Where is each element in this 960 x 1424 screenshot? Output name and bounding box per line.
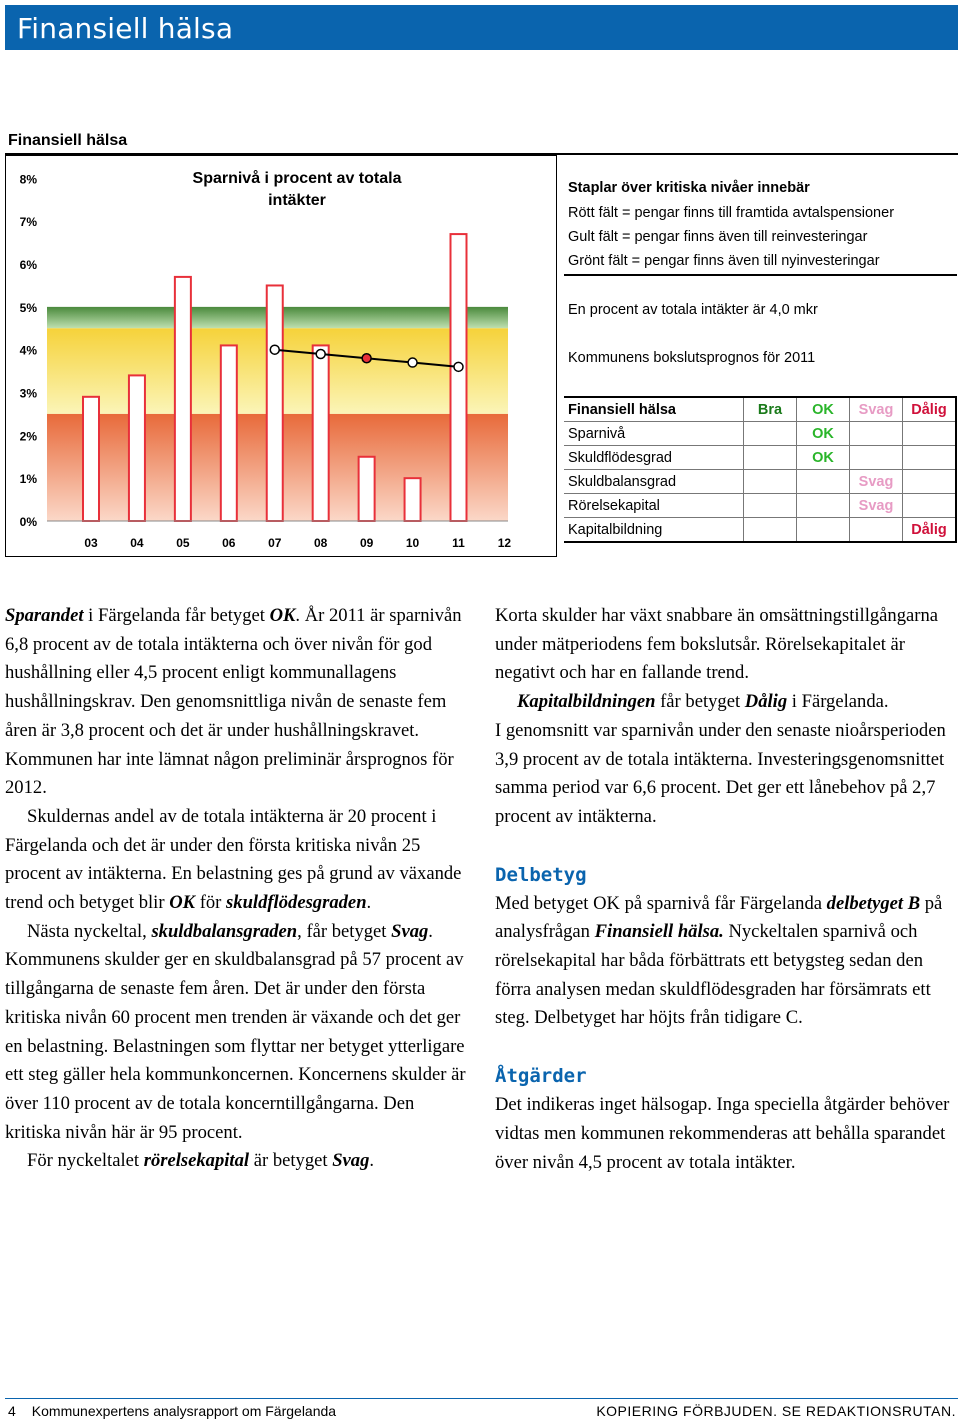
x-tick-label: 04 [130,536,144,550]
emphasis: skuldbalansgraden [151,920,298,942]
line-marker [408,358,417,367]
text-run: för [195,892,227,914]
grades-row-label: Skuldbalansgrad [564,470,744,494]
x-tick-label: 08 [314,536,328,550]
grade-cell: OK [797,446,850,470]
subheading-delbetyg: Delbetyg [495,863,587,886]
legend-line-green: Grönt fält = pengar finns även till nyinvesteringar [568,253,880,269]
chart-bar [175,277,191,521]
banner-title: Finansiell hälsa [17,12,234,45]
paragraph [495,688,958,717]
y-tick-label: 0% [19,515,37,529]
grades-header-row [564,397,956,422]
grade-cell [744,518,797,543]
line-marker [362,354,371,363]
grade-dalig-header: Dålig [903,397,957,422]
emphasis: Sparandet [5,605,84,626]
grade-cell [744,494,797,518]
text-run: . [369,1150,375,1172]
grades-header-label: Finansiell hälsa [564,397,744,422]
grade-cell: Dålig [903,518,957,543]
x-tick-label: 09 [359,536,374,550]
legend-note-percent: En procent av totala intäkter är 4,0 mkr [568,302,818,318]
grades-row [564,470,956,494]
chart-bar [313,345,329,521]
text-run: får betyget [655,691,745,713]
x-tick-label: 10 [405,536,420,550]
footer-publication: Kommunexpertens analysrapport om Färgelanda [31,1403,337,1419]
legend-note-prognosis: Kommunens bokslutsprognos för 2011 [568,350,816,366]
paragraph: Det indikeras inget hälsogap. Inga speciella åtgärder behöver vidtas men kommunen rekommenderas att behålla sparandet över nivån 4,5 procent av totala intäkter. [495,1094,950,1173]
chart-bar [451,234,467,521]
y-tick-label: 8% [19,172,37,187]
x-tick-label: 03 [84,536,98,550]
text-run: Med betyget OK på sparnivå får Färgelanda [495,892,827,914]
grades-row [564,494,956,518]
legend-divider [564,274,957,276]
x-tick-label: 11 [452,536,465,550]
text-run: . År 2011 är sparnivån 6,8 procent av de totala intäkterna och över nivån för god hushållning eller 4,5 procent enligt kommunallagens hushållningskrav. Den genomsnittliga nivån de senaste fem åren är 3,8 procent och det är under hushållningskravet. Kommunen har inte lämnat någon preliminär årsprognos för 2012. [5,605,462,799]
grade-cell [744,422,797,446]
paragraph [5,1147,468,1176]
line-marker [316,349,325,358]
grade-cell: OK [797,422,850,446]
grade-cell [903,446,957,470]
text-run: . [366,892,372,914]
x-tick-label: 06 [222,536,236,550]
grade-cell [903,422,957,446]
grade-cell [797,494,850,518]
y-tick-label: 4% [19,343,37,358]
y-tick-label: 6% [19,258,37,273]
text-run: är betyget [249,1150,333,1172]
grades-row-label: Rörelsekapital [564,494,744,518]
emphasis: OK [269,605,296,626]
text-run: Skuldernas andel av de totala intäkterna är 20 procent i Färgelanda och det är under den första kritiska nivån 25 procent av intäkterna. En belastning ges på grund av växande trend och betyget blir [5,805,462,914]
x-tick-label: 05 [176,536,190,550]
chart-bar [267,285,283,521]
savings-chart [5,155,557,557]
paragraph: I genomsnitt var sparnivån under den senaste nioårsperioden 3,9 procent av de totala intäkterna. Investeringsgenomsnittet samma period var 6,6 procent. Det ger ett lånebehov på 2,7 procent av intäkterna. [495,719,946,827]
grade-cell [744,470,797,494]
left-text-column [5,602,468,1176]
grade-ok-header: OK [797,397,850,422]
emphasis: Dålig [744,691,788,713]
footer-left [8,1403,336,1419]
y-tick-label: 3% [19,386,37,401]
line-marker [270,345,279,354]
line-marker [454,362,463,371]
emphasis: Finansiell hälsa. [594,921,724,943]
emphasis: rörelsekapital [143,1150,250,1172]
grade-bra-header: Bra [744,397,797,422]
grade-cell [903,470,957,494]
text-run: Nyckeltalen sparnivå och rörelsekapital har båda förbättrats ett betygsteg sedan den förra analysen medan skuldflödesgraden har försämrats ett steg. Delbetyget har höjts från tidigare C. [495,921,931,1029]
x-tick-label: 07 [268,536,282,550]
right-text-column [495,602,958,1177]
text-run: på analysfrågan [495,892,943,943]
grades-row-label: Kapitalbildning [564,518,744,543]
text-run: Nästa nyckeltal, [27,920,152,942]
grades-row [564,422,956,446]
emphasis: delbetyget B [826,892,921,914]
text-run: För nyckeltalet [27,1150,144,1172]
grade-cell [850,446,903,470]
grade-cell: Svag [850,470,903,494]
y-tick-label: 1% [19,472,37,487]
emphasis: Svag [391,920,429,942]
chart-bar [405,478,421,521]
emphasis: Kapitalbildningen [517,691,656,713]
grade-cell: Svag [850,494,903,518]
chart-bar [129,375,145,521]
grade-cell [797,518,850,543]
grade-svag-header: Svag [850,397,903,422]
chart-bar [83,397,99,521]
grades-row-label: Sparnivå [564,422,744,446]
footer-rule [5,1398,958,1399]
paragraph [5,602,468,803]
grade-cell [797,470,850,494]
section-title: Finansiell hälsa [8,132,128,149]
paragraph [495,890,958,1034]
grades-row [564,446,956,470]
y-tick-label: 2% [19,429,37,444]
legend-heading: Staplar över kritiska nivåer innebär [568,180,810,196]
y-tick-label: 5% [19,300,37,315]
text-run: i Färgelanda. [787,691,889,713]
footer-copyright: KOPIERING FÖRBJUDEN. SE REDAKTIONSRUTAN. [596,1403,956,1419]
grade-cell [903,494,957,518]
paragraph [5,918,468,1148]
y-tick-label: 7% [19,215,37,230]
paragraph: Korta skulder har växt snabbare än omsättningstillgångarna under mätperiodens fem bokslutsår. Rörelsekapitalet är negativt och har en fallande trend. [495,605,939,684]
paragraph [5,803,468,918]
chart-bar [359,457,375,521]
legend-line-yellow: Gult fält = pengar finns även till reinvesteringar [568,229,868,245]
legend-line-red: Rött fält = pengar finns till framtida avtalspensioner [568,205,895,221]
text-run: , får betyget [297,920,392,942]
grade-cell [744,446,797,470]
text-run: . Kommunens skulder ger en skuldbalansgrad på 57 procent av tillgångarna de senaste fem åren. Det är under den första kritiska nivån 60 procent men trenden är växande och det ger en belastning. Belastningen som flyttar ner betyget ytterligare ett steg gäller hela kommunkoncernen. Koncernens skulder är över 110 procent av de totala koncerntillgångarna. Den kritiska nivån här är 95 procent. [5,920,466,1143]
x-tick-label: 12 [497,536,512,550]
page-number: 4 [8,1403,16,1419]
emphasis: skuldflödesgraden [226,892,367,914]
chart-bar [221,345,237,521]
chart-title: Sparnivå i procent av totala intäkter [192,170,402,209]
grades-table [564,396,957,543]
subheading-atgarder: Åtgärder [495,1065,587,1088]
grades-row-label: Skuldflödesgrad [564,446,744,470]
emphasis: Svag [332,1150,370,1172]
grade-cell [850,422,903,446]
grades-row [564,518,956,543]
text-run: i Färgelanda får betyget [83,605,270,626]
page-banner [5,5,958,50]
emphasis: OK [169,892,196,914]
grade-cell [850,518,903,543]
